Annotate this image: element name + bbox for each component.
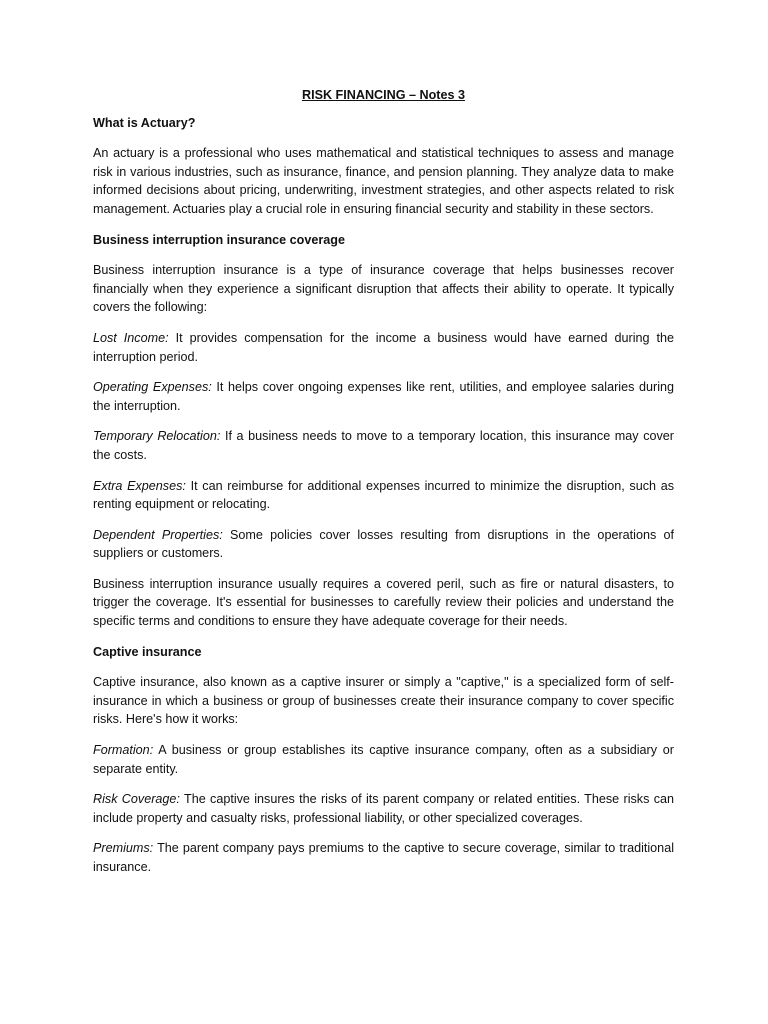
section-heading-business-interruption: Business interruption insurance coverage (93, 232, 345, 247)
paragraph-text: A business or group establishes its captive insurance company, often as a subsidiary or separate entity. (93, 743, 674, 776)
paragraph (93, 427, 674, 464)
paragraph (93, 261, 674, 317)
paragraph-text: Business interruption insurance usually requires a covered peril, such as fire or natural disasters, to trigger the coverage. It's essential for businesses to carefully review their policies and understand the specific terms and conditions to ensure they have adequate coverage for their needs. (93, 576, 674, 629)
paragraph (93, 673, 674, 729)
paragraph (93, 575, 674, 631)
paragraph-text: Captive insurance, also known as a captive insurer or simply a "captive," is a specialized form of self-insurance in which a business or group of businesses create their insurance company to cover specific risks. Here's how it works: (93, 675, 674, 727)
term-label: Temporary Relocation: (93, 429, 221, 444)
paragraph (93, 477, 674, 514)
paragraph-text: An actuary is a professional who uses mathematical and statistical techniques to assess and manage risk in various industries, such as insurance, finance, and pension planning. They analyze data to make informed decisions about pricing, underwriting, investment strategies, and other aspects related to risk management. Actuaries play a crucial role in ensuring financial security and stability in these sectors. (93, 146, 674, 216)
term-label: Operating Expenses: (93, 380, 212, 395)
term-label: Lost Income: (93, 330, 169, 345)
paragraph (93, 741, 674, 778)
paragraph (93, 144, 674, 218)
section-heading-actuary: What is Actuary? (93, 115, 196, 130)
paragraph-text: It helps cover ongoing expenses like rent, utilities, and employee salaries during the interruption. (93, 380, 674, 413)
paragraph (93, 526, 674, 563)
term-label: Risk Coverage: (93, 792, 180, 807)
term-label: Formation: (93, 743, 154, 758)
paragraph-text: It can reimburse for additional expenses incurred to minimize the disruption, such as renting equipment or relocating. (93, 478, 675, 512)
paragraph-text: The parent company pays premiums to the captive to secure coverage, similar to traditional insurance. (93, 841, 674, 874)
paragraph-text: If a business needs to move to a temporary location, this insurance may cover the costs. (93, 429, 675, 462)
paragraph (93, 378, 674, 415)
paragraph (93, 790, 674, 827)
term-label: Dependent Properties: (93, 527, 223, 542)
term-label: Extra Expenses: (93, 478, 186, 493)
paragraph-text: Business interruption insurance is a type of insurance coverage that helps businesses recover financially when they experience a significant disruption that affects their ability to operate. It typically covers the following: (93, 263, 674, 315)
section-heading-captive-insurance: Captive insurance (93, 644, 202, 659)
paragraph (93, 329, 674, 366)
term-label: Premiums: (93, 841, 154, 856)
document-title: RISK FINANCING – Notes 3 (301, 88, 466, 102)
paragraph (93, 839, 674, 876)
paragraph-text: Some policies cover losses resulting from disruptions in the operations of suppliers or customers. (93, 527, 674, 561)
document-page (93, 86, 674, 889)
paragraph-text: The captive insures the risks of its parent company or related entities. These risks can include property and casualty risks, professional liability, or other specialized coverages. (93, 792, 675, 825)
paragraph-text: It provides compensation for the income a business would have earned during the interruption period. (93, 330, 674, 364)
